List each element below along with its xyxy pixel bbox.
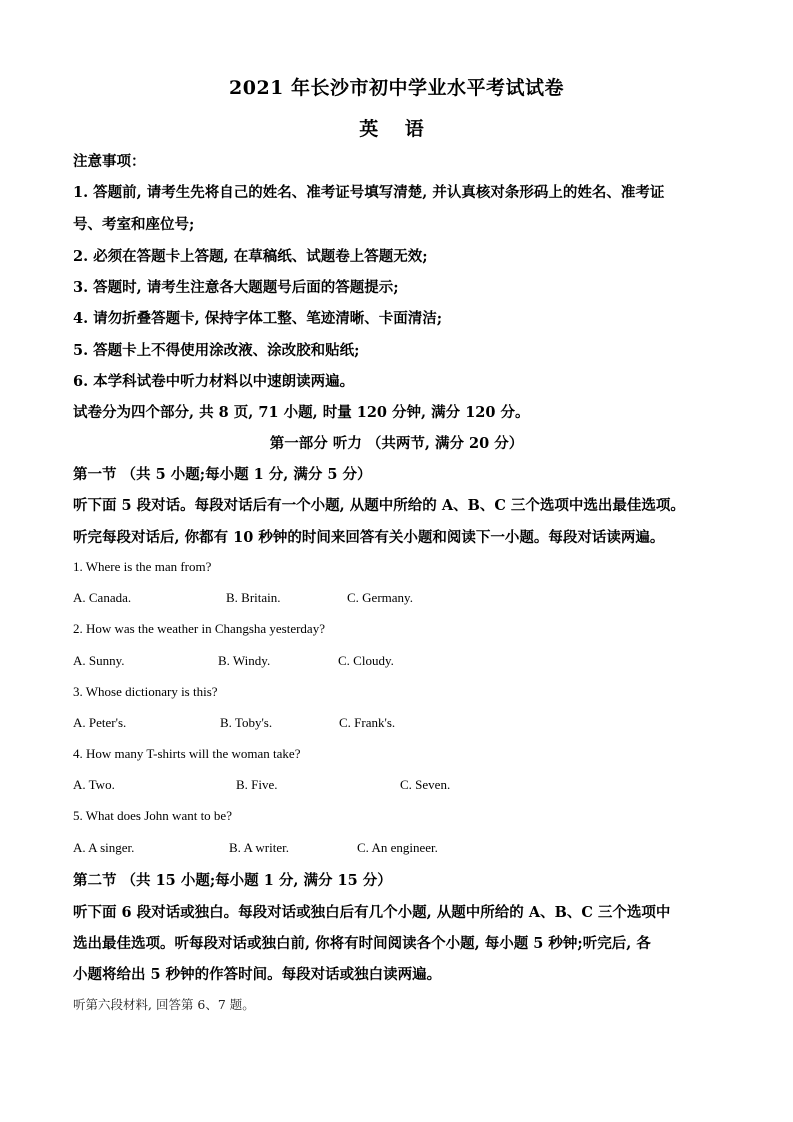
notice-item: 号、考室和座位号;	[73, 216, 195, 233]
section2-instruction: 小题将给出 5 秒钟的作答时间。每段对话或独白读两遍。	[73, 966, 442, 983]
option-b: B. Toby's.	[220, 715, 273, 730]
option-a: A. Canada.	[73, 590, 132, 605]
section2-note: 听第六段材料, 回答第 6、7 题。	[73, 997, 255, 1012]
exam-title: 2021 年长沙市初中学业水平考试试卷	[229, 77, 564, 99]
section1-heading: 第一节 （共 5 小题;每小题 1 分, 满分 5 分）	[73, 466, 372, 483]
option-c: C. An engineer.	[357, 840, 438, 855]
notice-item: 5. 答题卡上不得使用涂改液、涂改胶和贴纸;	[73, 342, 360, 359]
option-b: B. Five.	[236, 777, 278, 792]
option-b: B. A writer.	[229, 840, 289, 855]
notices-heading: 注意事项：	[73, 153, 146, 170]
option-c: C. Seven.	[400, 777, 451, 792]
question-4: 4. How many T-shirts will the woman take?	[73, 746, 301, 761]
question-2: 2. How was the weather in Changsha yesterday?	[73, 621, 325, 636]
section1-instruction: 听下面 5 段对话。每段对话后有一个小题, 从题中所给的 A、B、C 三个选项中选出最佳选项。	[73, 497, 685, 514]
option-a: A. Peter's.	[73, 715, 127, 730]
question-5: 5. What does John want to be?	[73, 808, 232, 823]
section2-instruction: 选出最佳选项。听每段对话或独白前, 你将有时间阅读各个小题, 每小题 5 秒钟;听完后, 各	[73, 935, 651, 952]
option-a: A. A singer.	[73, 840, 135, 855]
option-c: C. Cloudy.	[338, 653, 394, 668]
notice-item: 2. 必须在答题卡上答题, 在草稿纸、试题卷上答题无效;	[73, 248, 428, 265]
notice-item: 4. 请勿折叠答题卡, 保持字体工整、笔迹清晰、卡面清洁;	[73, 310, 443, 327]
notice-item: 6. 本学科试卷中听力材料以中速朗读两遍。	[73, 373, 355, 390]
question-3: 3. Whose dictionary is this?	[73, 684, 218, 699]
section1-instruction: 听完每段对话后, 你都有 10 秒钟的时间来回答有关小题和阅读下一小题。每段对话读两遍。	[73, 529, 665, 546]
part1-heading: 第一部分 听力 （共两节, 满分 20 分）	[269, 435, 524, 452]
option-a: A. Two.	[73, 777, 115, 792]
option-c: C. Frank's.	[339, 715, 396, 730]
question-1: 1. Where is the man from?	[73, 559, 212, 574]
notice-item: 1. 答题前, 请考生先将自己的姓名、准考证号填写清楚, 并认真核对条形码上的姓名、准考证	[73, 184, 665, 201]
notice-item: 3. 答题时, 请考生注意各大题题号后面的答题提示;	[73, 279, 399, 296]
subject-title: 英 语	[359, 118, 434, 140]
option-a: A. Sunny.	[73, 653, 125, 668]
exam-summary: 试卷分为四个部分, 共 8 页, 71 小题, 时量 120 分钟, 满分 120 分。	[73, 404, 530, 421]
option-b: B. Britain.	[226, 590, 281, 605]
section2-instruction: 听下面 6 段对话或独白。每段对话或独白后有几个小题, 从题中所给的 A、B、C 三个选项中	[73, 904, 671, 921]
option-c: C. Germany.	[347, 590, 413, 605]
option-b: B. Windy.	[218, 653, 271, 668]
section2-heading: 第二节 （共 15 小题;每小题 1 分, 满分 15 分）	[73, 872, 392, 889]
